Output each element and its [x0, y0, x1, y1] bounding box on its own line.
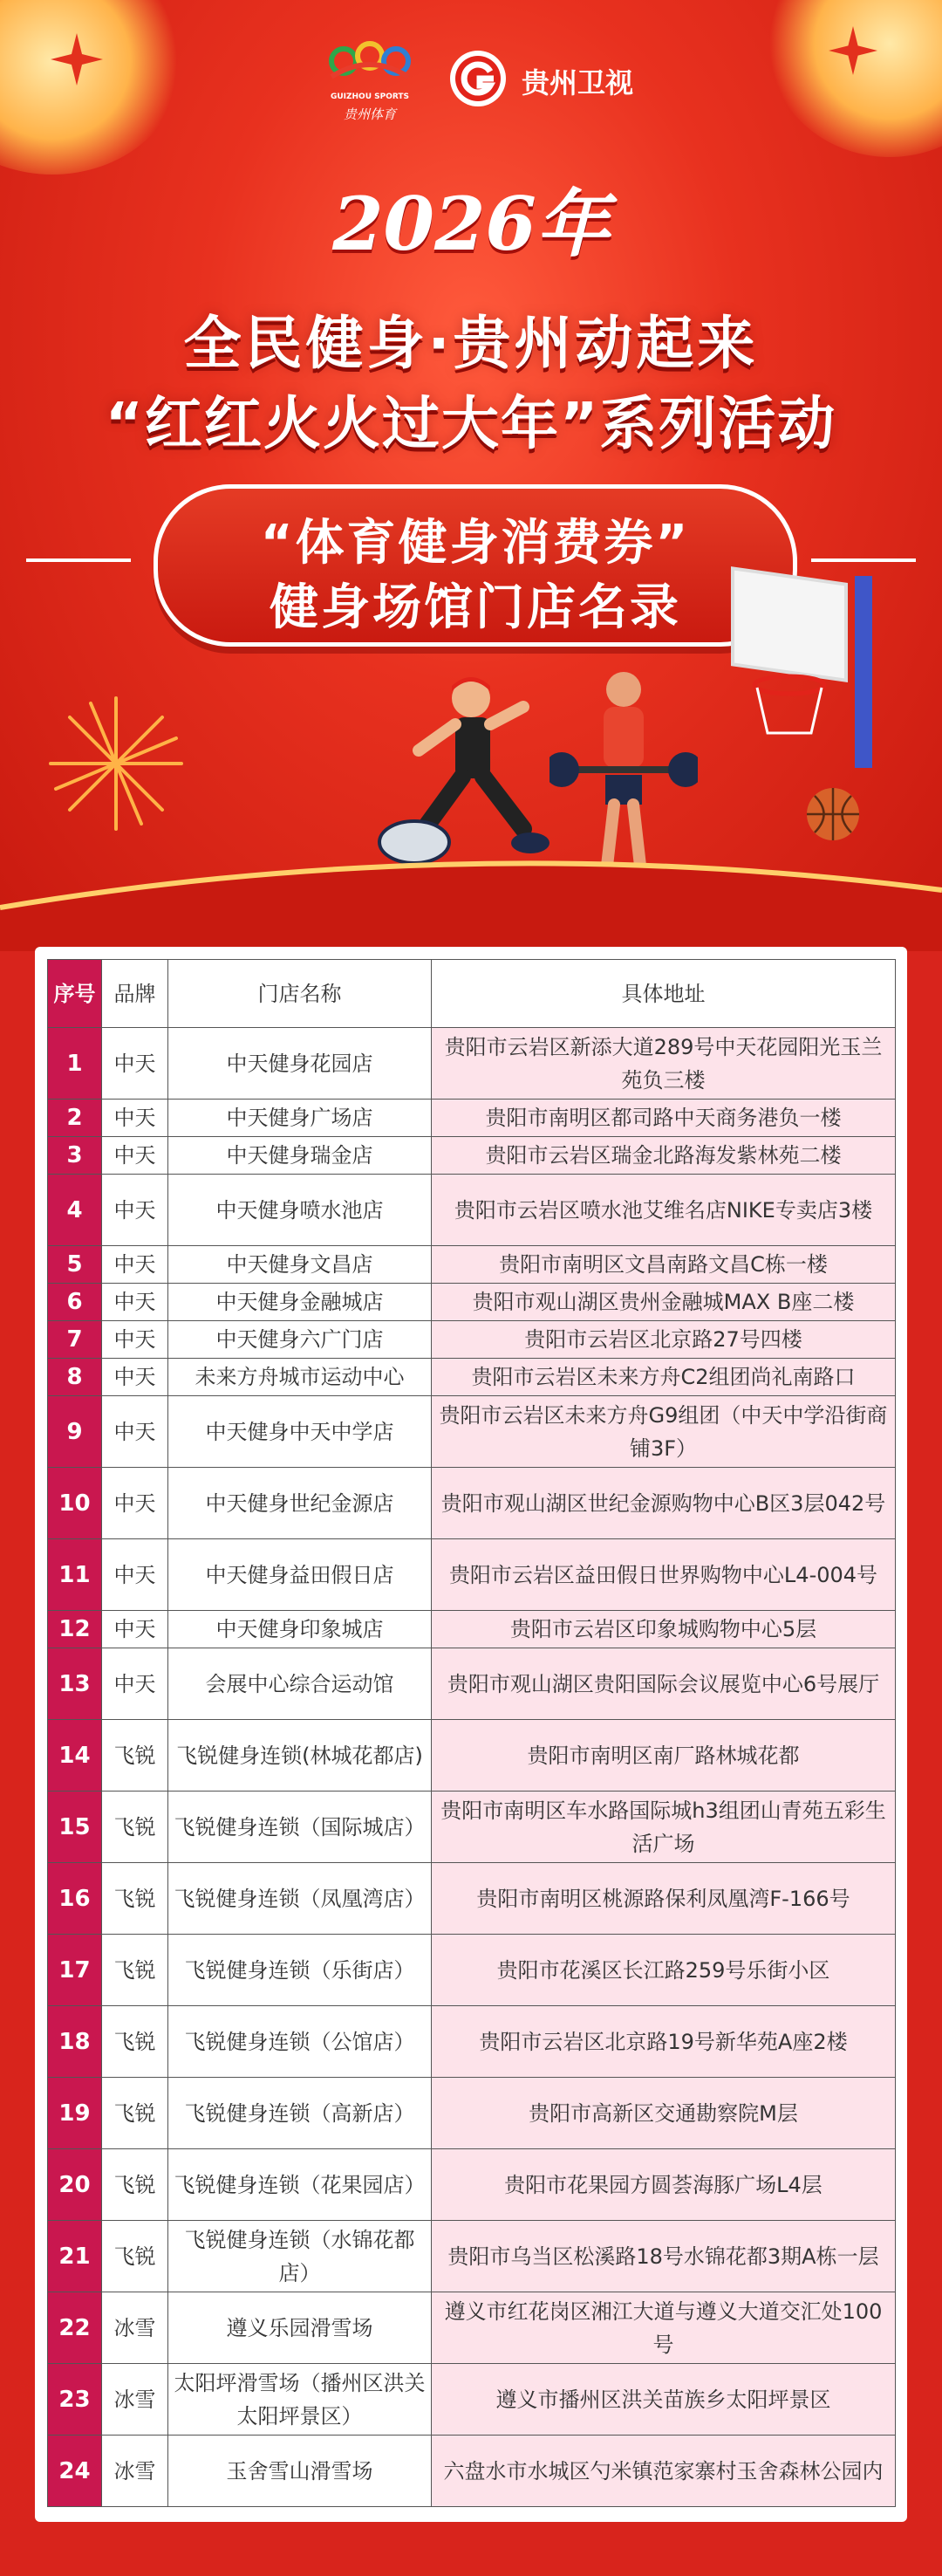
- row-store: 飞锐健身连锁（凤凰湾店）: [168, 1863, 432, 1935]
- subtitle-pill: [154, 484, 797, 647]
- row-store: 中天健身印象城店: [168, 1611, 432, 1648]
- table-row: [48, 1396, 896, 1468]
- store-directory-table: [47, 959, 896, 2507]
- row-store: 飞锐健身连锁（公馆店）: [168, 2006, 432, 2078]
- row-brand: 中天: [102, 1648, 168, 1720]
- table-row: [48, 1611, 896, 1648]
- row-brand: 冰雪: [102, 2364, 168, 2436]
- row-no: 8: [48, 1359, 102, 1396]
- row-brand: 中天: [102, 1284, 168, 1321]
- table-row: [48, 1284, 896, 1321]
- store-table-panel: [35, 947, 907, 2522]
- row-store: 会展中心综合运动馆: [168, 1648, 432, 1720]
- row-address: 贵阳市高新区交通勘察院M层: [432, 2078, 896, 2149]
- row-brand: 中天: [102, 1396, 168, 1468]
- year-title: 2026年: [332, 181, 610, 267]
- decor-line-left: [26, 558, 131, 562]
- row-brand: 中天: [102, 1175, 168, 1246]
- row-no: 13: [48, 1648, 102, 1720]
- row-store: 玉舍雪山滑雪场: [168, 2436, 432, 2507]
- row-address: 贵阳市云岩区印象城购物中心5层: [432, 1611, 896, 1648]
- row-brand: 中天: [102, 1611, 168, 1648]
- row-brand: 飞锐: [102, 1863, 168, 1935]
- row-store: 飞锐健身连锁（国际城店）: [168, 1792, 432, 1863]
- row-brand: 飞锐: [102, 1720, 168, 1792]
- basketball-hoop-icon: [724, 550, 898, 768]
- row-brand: 中天: [102, 1246, 168, 1284]
- table-row: [48, 2078, 896, 2149]
- table-row: [48, 1175, 896, 1246]
- table-row: [48, 1792, 896, 1863]
- table-row: [48, 1648, 896, 1720]
- row-store: 太阳坪滑雪场（播州区洪关太阳坪景区）: [168, 2364, 432, 2436]
- table-row: [48, 1246, 896, 1284]
- row-brand: 飞锐: [102, 2149, 168, 2221]
- row-store: 遵义乐园滑雪场: [168, 2292, 432, 2364]
- row-no: 6: [48, 1284, 102, 1321]
- logo-left-en: GUIZHOU SPORTS: [330, 92, 410, 101]
- table-row: [48, 2364, 896, 2436]
- row-no: 11: [48, 1539, 102, 1611]
- row-address: 贵阳市云岩区新添大道289号中天花园阳光玉兰苑负三楼: [432, 1028, 896, 1100]
- row-address: 贵阳市花果园方圆荟海豚广场L4层: [432, 2149, 896, 2221]
- table-row: [48, 1539, 896, 1611]
- red-star-right: [829, 26, 877, 75]
- table-row: [48, 1137, 896, 1175]
- row-store: 中天健身金融城店: [168, 1284, 432, 1321]
- row-address: 贵阳市云岩区未来方舟G9组团（中天中学沿街商铺3F）: [432, 1396, 896, 1468]
- row-address: 贵阳市云岩区未来方舟C2组团尚礼南路口: [432, 1359, 896, 1396]
- row-no: 22: [48, 2292, 102, 2364]
- row-address: 贵阳市观山湖区贵阳国际会议展览中心6号展厅: [432, 1648, 896, 1720]
- row-address: 贵阳市南明区文昌南路文昌C栋一楼: [432, 1246, 896, 1284]
- row-brand: 中天: [102, 1100, 168, 1137]
- table-row: [48, 1468, 896, 1539]
- row-store: 飞锐健身连锁（水锦花都店）: [168, 2221, 432, 2292]
- row-brand: 飞锐: [102, 1935, 168, 2006]
- row-address: 贵阳市南明区南厂路林城花都: [432, 1720, 896, 1792]
- table-row: [48, 2292, 896, 2364]
- row-brand: 飞锐: [102, 1792, 168, 1863]
- row-no: 23: [48, 2364, 102, 2436]
- row-no: 18: [48, 2006, 102, 2078]
- guizhou-sports-logo: [324, 35, 415, 122]
- row-store: 中天健身文昌店: [168, 1246, 432, 1284]
- table-row: [48, 1720, 896, 1792]
- row-brand: 冰雪: [102, 2436, 168, 2507]
- headline-line1: 全民健身·贵州动起来: [183, 310, 759, 377]
- row-store: 中天健身喷水池店: [168, 1175, 432, 1246]
- row-address: 贵阳市云岩区北京路27号四楼: [432, 1321, 896, 1359]
- row-no: 17: [48, 1935, 102, 2006]
- row-store: 飞锐健身连锁（花果园店）: [168, 2149, 432, 2221]
- row-no: 12: [48, 1611, 102, 1648]
- poster-header: [0, 0, 942, 951]
- row-store: 中天健身益田假日店: [168, 1539, 432, 1611]
- row-brand: 中天: [102, 1137, 168, 1175]
- table-row: [48, 2006, 896, 2078]
- row-store: 飞锐健身连锁(林城花都店): [168, 1720, 432, 1792]
- table-row: [48, 1321, 896, 1359]
- row-address: 贵阳市观山湖区世纪金源购物中心B区3层042号: [432, 1468, 896, 1539]
- row-store: 中天健身广场店: [168, 1100, 432, 1137]
- row-no: 2: [48, 1100, 102, 1137]
- red-star-left: [51, 33, 103, 86]
- row-brand: 中天: [102, 1539, 168, 1611]
- row-store: 中天健身瑞金店: [168, 1137, 432, 1175]
- subtitle-line1: “体育健身消费券”: [260, 515, 691, 572]
- gold-wave-decor: [0, 812, 942, 951]
- row-brand: 飞锐: [102, 2078, 168, 2149]
- row-address: 六盘水市水城区勺米镇范家寨村玉舍森林公园内: [432, 2436, 896, 2507]
- header-address: 具体地址: [432, 960, 896, 1028]
- row-address: 贵阳市乌当区松溪路18号水锦花都3期A栋一层: [432, 2221, 896, 2292]
- row-no: 10: [48, 1468, 102, 1539]
- row-no: 15: [48, 1792, 102, 1863]
- row-brand: 中天: [102, 1359, 168, 1396]
- headline-line2: “红红火火过大年”系列活动: [105, 390, 837, 457]
- row-store: 飞锐健身连锁（高新店）: [168, 2078, 432, 2149]
- row-address: 贵阳市南明区都司路中天商务港负一楼: [432, 1100, 896, 1137]
- row-no: 24: [48, 2436, 102, 2507]
- table-header-row: [48, 960, 896, 1028]
- table-row: [48, 1100, 896, 1137]
- table-row: [48, 1359, 896, 1396]
- row-address: 贵阳市南明区桃源路保利凤凰湾F-166号: [432, 1863, 896, 1935]
- row-brand: 中天: [102, 1468, 168, 1539]
- row-no: 3: [48, 1137, 102, 1175]
- row-address: 贵阳市云岩区益田假日世界购物中心L4-004号: [432, 1539, 896, 1611]
- row-brand: 飞锐: [102, 2006, 168, 2078]
- row-store: 中天健身花园店: [168, 1028, 432, 1100]
- table-row: [48, 1935, 896, 2006]
- row-no: 16: [48, 1863, 102, 1935]
- row-address: 贵阳市花溪区长江路259号乐街小区: [432, 1935, 896, 2006]
- row-no: 21: [48, 2221, 102, 2292]
- row-address: 贵阳市云岩区喷水池艾维名店NIKE专卖店3楼: [432, 1175, 896, 1246]
- table-row: [48, 2149, 896, 2221]
- row-store: 中天健身世纪金源店: [168, 1468, 432, 1539]
- subtitle-line2: 健身场馆门店名录: [270, 579, 681, 636]
- table-row: [48, 1863, 896, 1935]
- row-no: 7: [48, 1321, 102, 1359]
- table-row: [48, 1028, 896, 1100]
- header-brand: 品牌: [102, 960, 168, 1028]
- header-store: 门店名称: [168, 960, 432, 1028]
- logo-left-text: 贵州体育: [343, 106, 396, 122]
- corner-glow-right: [768, 0, 942, 157]
- row-no: 20: [48, 2149, 102, 2221]
- row-brand: 中天: [102, 1321, 168, 1359]
- row-address: 遵义市红花岗区湘江大道与遵义大道交汇处100号: [432, 2292, 896, 2364]
- row-address: 贵阳市观山湖区贵州金融城MAX B座二楼: [432, 1284, 896, 1321]
- row-no: 4: [48, 1175, 102, 1246]
- row-address: 贵阳市云岩区北京路19号新华苑A座2楼: [432, 2006, 896, 2078]
- row-no: 14: [48, 1720, 102, 1792]
- row-store: 中天健身六广门店: [168, 1321, 432, 1359]
- corner-glow-left: [0, 0, 183, 175]
- row-no: 1: [48, 1028, 102, 1100]
- row-address: 贵阳市云岩区瑞金北路海发紫林苑二楼: [432, 1137, 896, 1175]
- row-address: 遵义市播州区洪关苗族乡太阳坪景区: [432, 2364, 896, 2436]
- row-address: 贵阳市南明区车水路国际城h3组团山青苑五彩生活广场: [432, 1792, 896, 1863]
- row-brand: 飞锐: [102, 2221, 168, 2292]
- row-store: 未来方舟城市运动中心: [168, 1359, 432, 1396]
- row-store: 飞锐健身连锁（乐街店）: [168, 1935, 432, 2006]
- logo-right-text: 贵州卫视: [522, 66, 634, 99]
- row-no: 9: [48, 1396, 102, 1468]
- row-brand: 中天: [102, 1028, 168, 1100]
- header-no: 序号: [48, 960, 102, 1028]
- table-row: [48, 2436, 896, 2507]
- row-no: 19: [48, 2078, 102, 2149]
- table-row: [48, 2221, 896, 2292]
- row-no: 5: [48, 1246, 102, 1284]
- guizhou-tv-logo: [447, 52, 673, 108]
- row-store: 中天健身中天中学店: [168, 1396, 432, 1468]
- row-brand: 冰雪: [102, 2292, 168, 2364]
